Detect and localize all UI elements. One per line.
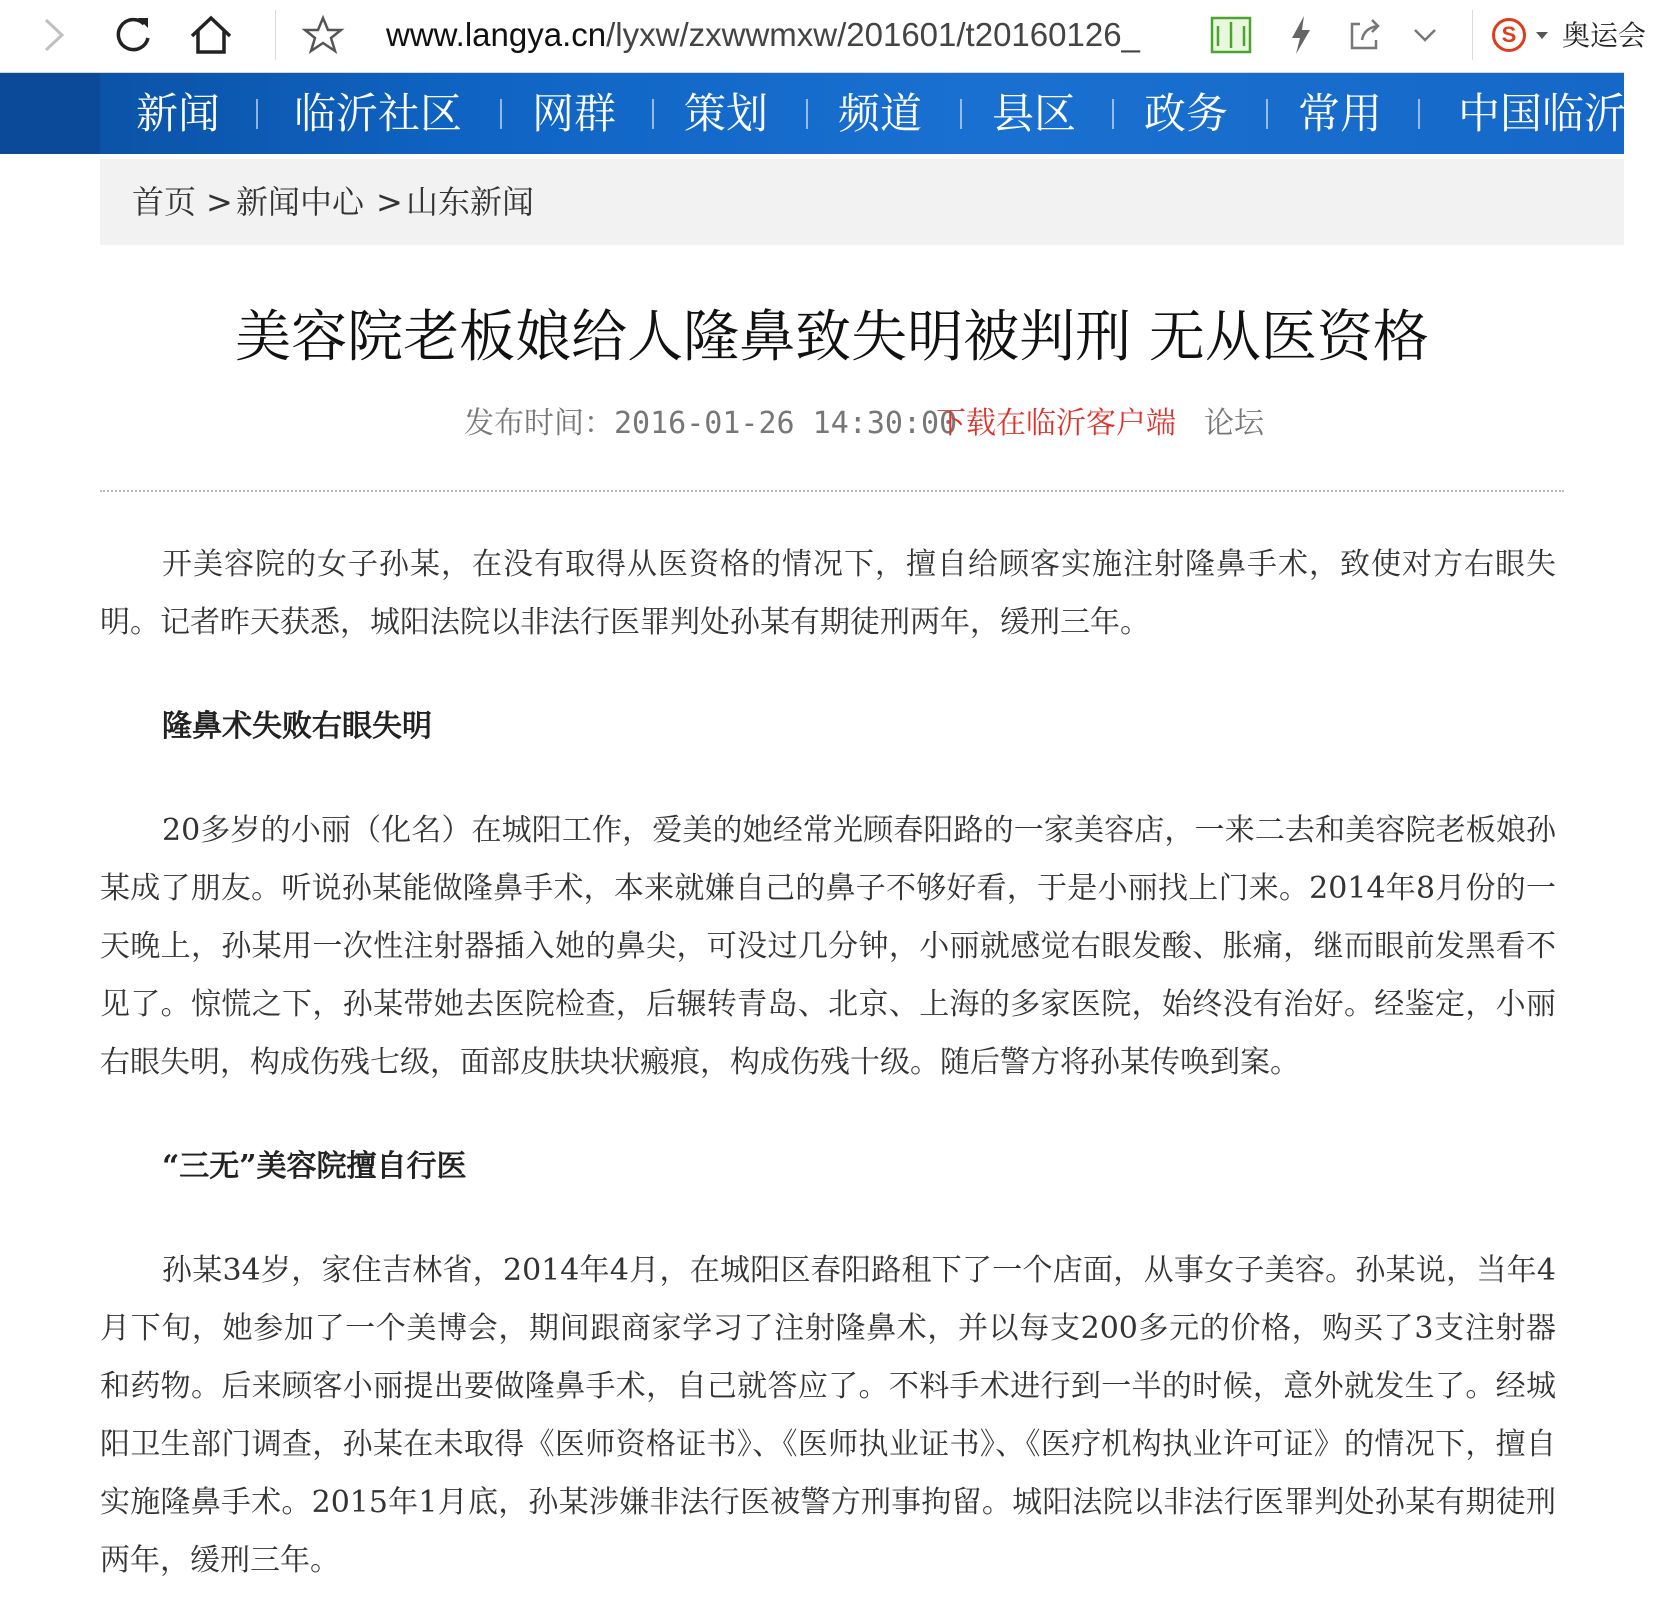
- nav-item-china-linyi[interactable]: 中国临沂: [1458, 89, 1627, 138]
- sogou-logo-icon: S: [1492, 18, 1526, 52]
- publish-time: 发布时间：2016-01-26 14:30:00: [464, 406, 958, 441]
- nav-divider: [652, 99, 654, 129]
- breadcrumb-separator: >: [376, 183, 403, 221]
- breadcrumb: [100, 159, 1624, 245]
- nav-left-shade: [0, 73, 100, 154]
- nav-item-government[interactable]: 政务: [1144, 89, 1229, 138]
- nav-divider: [256, 99, 258, 129]
- nav-item-channel[interactable]: 频道: [838, 89, 923, 138]
- url-host: www.langya.cn: [386, 16, 607, 53]
- article-paragraph: 20多岁的小丽（化名）在城阳工作，爱美的她经常光顾春阳路的一家美容店，一来二去和美容院老板娘孙某成了朋友。听说孙某能做隆鼻手术，本来就嫌自己的鼻子不够好看，于是小丽找上门来。2014年8月份的一天晚上，孙某用一次性注射器插入她的鼻尖，可没过几分钟，小丽就感觉右眼发酸、胀痛，继而眼前发黑看不见了。惊慌之下，孙某带她去医院检查，后辗转青岛、北京、上海的多家医院，始终没有治好。经鉴定，小丽右眼失明，构成伤残七级，面部皮肤块状瘢痕，构成伤残十级。随后警方将孙某传唤到案。: [100, 813, 1556, 1080]
- chevron-down-icon[interactable]: [1400, 10, 1450, 60]
- bookmark-star-icon[interactable]: [298, 10, 348, 60]
- nav-item-community[interactable]: 临沂社区: [294, 89, 463, 138]
- nav-divider: [806, 99, 808, 129]
- nav-item-network[interactable]: 网群: [532, 89, 617, 138]
- nav-divider: [960, 99, 962, 129]
- search-hot-word[interactable]: 奥运会: [1562, 19, 1647, 52]
- nav-divider: [1266, 99, 1268, 129]
- dotted-divider: [100, 490, 1564, 492]
- lightning-icon[interactable]: [1276, 10, 1326, 60]
- forward-icon[interactable]: [28, 10, 78, 60]
- article-subheading: “三无”美容院擅自行医: [162, 1149, 467, 1184]
- reload-icon[interactable]: [108, 10, 158, 60]
- nav-item-common[interactable]: 常用: [1298, 89, 1383, 138]
- download-app-link[interactable]: 下载在临沂客户端: [936, 406, 1176, 441]
- breadcrumb-separator: >: [206, 183, 233, 221]
- toolbar-divider: [275, 10, 276, 60]
- nav-item-planning[interactable]: 策划: [684, 89, 769, 138]
- nav-divider: [1418, 99, 1420, 129]
- nav-item-news[interactable]: 新闻: [136, 89, 221, 138]
- url-path: /lyxw/zxwwmxw/201601/t20160126_: [606, 16, 1140, 53]
- article-paragraph: 开美容院的女子孙某，在没有取得从医资格的情况下，擅自给顾客实施注射隆鼻手术，致使对方右眼失明。记者昨天获悉，城阳法院以非法行医罪判处孙某有期徒刑两年，缓刑三年。: [100, 547, 1556, 640]
- browser-toolbar: [0, 0, 1647, 73]
- site-nav-bar: [0, 73, 1627, 154]
- article-paragraph: 孙某34岁，家住吉林省，2014年4月，在城阳区春阳路租下了一个店面，从事女子美容。孙某说，当年4月下旬，她参加了一个美博会，期间跟商家学习了注射隆鼻术，并以每支200多元的价格，购买了3支注射器和药物。后来顾客小丽提出要做隆鼻手术，自己就答应了。不料手术进行到一半的时候，意外就发生了。经城阳卫生部门调查，孙某在未取得《医师资格证书》、《医师执业证书》、《医疗机构执业许可证》的情况下，擅自实施隆鼻手术。2015年1月底，孙某涉嫌非法行医被警方刑事拘留。城阳法院以非法行医罪判处孙某有期徒刑两年，缓刑三年。: [100, 1253, 1556, 1578]
- nav-item-county[interactable]: 县区: [992, 89, 1077, 138]
- caret-down-icon: [1536, 32, 1548, 39]
- article-title: 美容院老板娘给人隆鼻致失明被判刑 无从医资格: [235, 305, 1429, 370]
- nav-divider: [500, 99, 502, 129]
- home-icon[interactable]: [186, 10, 236, 60]
- nav-divider: [1112, 99, 1114, 129]
- address-bar[interactable]: [386, 12, 1164, 58]
- breadcrumb-news-center[interactable]: 新闻中心: [236, 183, 365, 221]
- toolbar-divider: [1472, 10, 1473, 60]
- article-body: [100, 536, 1556, 1590]
- share-icon[interactable]: [1340, 10, 1390, 60]
- article-subheading: 隆鼻术失败右眼失明: [162, 709, 432, 744]
- breadcrumb-shandong-news[interactable]: 山东新闻: [406, 183, 535, 221]
- reader-mode-icon[interactable]: [1206, 10, 1256, 60]
- breadcrumb-home[interactable]: 首页: [132, 183, 197, 221]
- search-engine-selector[interactable]: [1492, 14, 1647, 58]
- forum-link[interactable]: 论坛: [1204, 406, 1264, 441]
